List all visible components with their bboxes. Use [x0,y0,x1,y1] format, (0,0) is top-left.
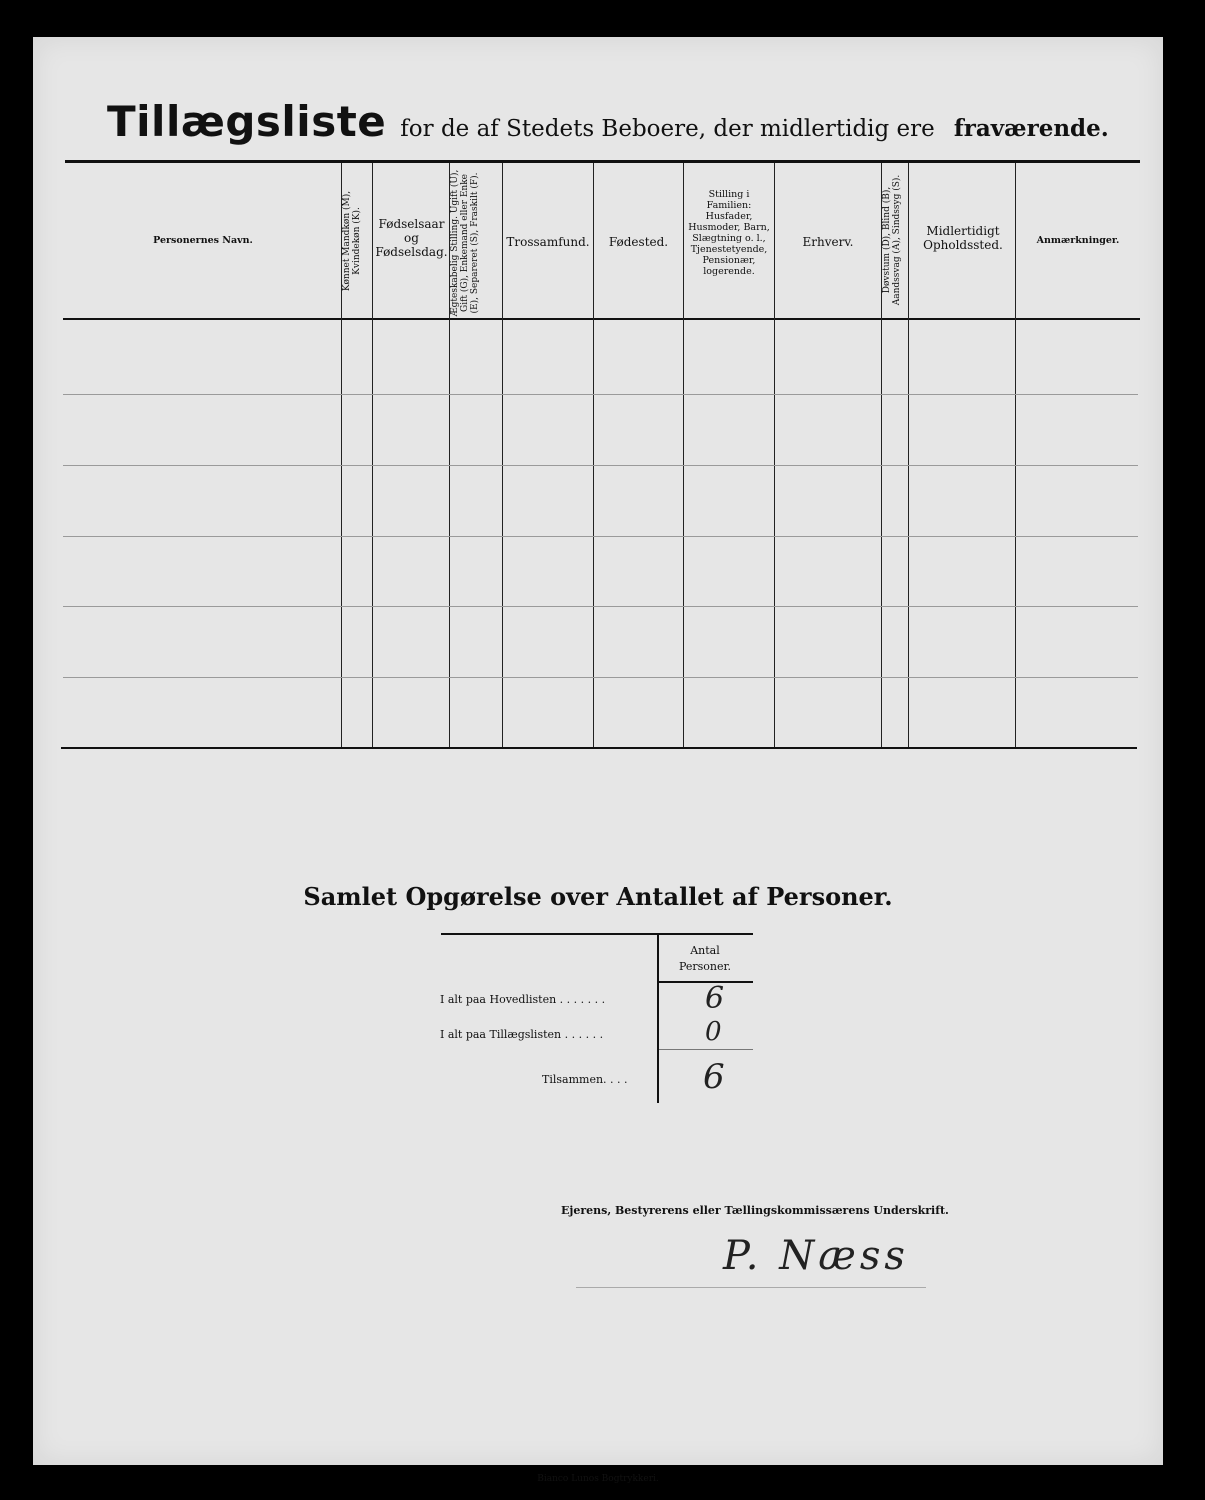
header-birth: Fødselsaar og Fødselsdag. [375,217,448,259]
col-divider [502,163,503,747]
col-divider [593,163,594,747]
summary-row-value: 6 [705,981,725,1016]
col-divider [683,163,684,747]
signature-caption: Ejerens, Bestyrerens eller Tællingskommissærens Underskrift. [561,1204,949,1217]
header-gender: Kønnet Mandkøn (M), Kvindekøn (K). [342,190,362,292]
header-remarks: Anmærkninger. [1036,235,1120,246]
summary-row-value: 0 [705,1017,722,1047]
header-marital: Ægteskabelig Stilling. Ugift (U), Gift (G), Enkemand eller Enke (E), Separeret (S), Fraskilt (F). [450,169,480,317]
header-religion: Trossamfund. [506,235,590,249]
header-temporary: Midlertidigt Opholdssted. [923,224,1003,252]
table-row [63,465,1138,466]
table-row [63,536,1138,537]
summary-title: Samlet Opgørelse over Antallet af Personer. [303,882,893,911]
table-row [63,677,1138,678]
summary-col-header: Antal Personer. [678,944,732,973]
signature-handwritten: P. Næss [723,1233,909,1279]
census-form-page [33,37,1163,1484]
summary-row-label: I alt paa Tillægslisten . . . . . . [440,1028,604,1041]
table-row [63,394,1138,395]
summary-top-rule [441,933,753,935]
table-row [63,606,1138,607]
header-family: Stilling i Familien: Husfader, Husmoder, Barn, Slægtning o. l., Tjenestetyende, Pensionær, logerende. [688,189,770,277]
form-title [107,97,1137,146]
printer-imprint: Bianco Lunos Bogtrykkeri. [537,1474,659,1484]
col-divider [908,163,909,747]
table-bottom-rule [61,747,1137,749]
summary-row-label: I alt paa Hovedlisten . . . . . . . [440,993,606,1006]
header-name: Personernes Navn. [153,235,253,246]
summary-row-value: 6 [703,1057,725,1097]
title-bold-end: fraværende. [953,115,1109,142]
summary-col-divider [657,935,659,1103]
signature-line [576,1287,926,1288]
table-header-rule [63,318,1140,320]
summary-subtotal-rule [659,1049,753,1050]
title-main: Tillægsliste [107,97,387,146]
col-divider [774,163,775,747]
header-birthplace: Fødested. [608,235,669,249]
table-top-rule [65,160,1140,163]
title-rest: for de af Stedets Beboere, der midlertidig ere [400,116,935,142]
header-disability: Døvstum (D), Blind (B), Aandssvag (A), Sindssyg (S). [882,174,902,306]
col-divider [372,163,373,747]
col-divider [1015,163,1016,747]
header-occupation: Erhverv. [802,235,854,249]
summary-row-label: Tilsammen. . . . [542,1073,628,1086]
